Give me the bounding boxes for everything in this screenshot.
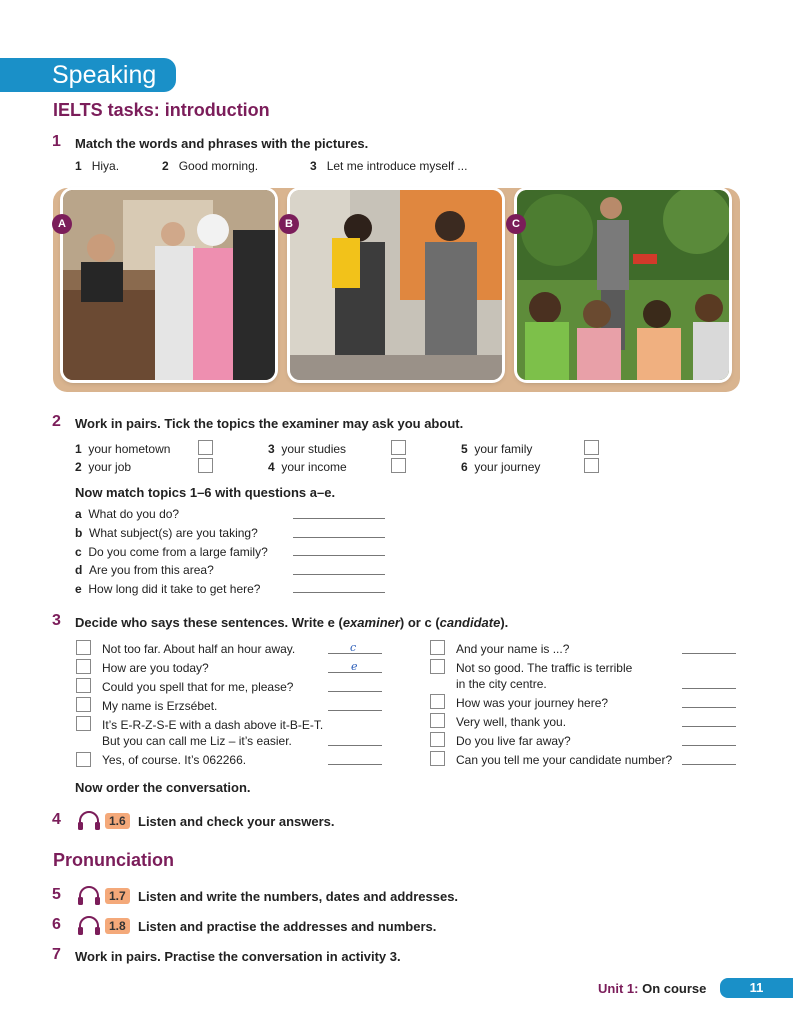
sentence-checkbox[interactable] (76, 678, 91, 693)
answer-line[interactable] (682, 707, 736, 708)
exercise-instruction: Listen and check your answers. (138, 814, 335, 829)
answer-line[interactable] (682, 745, 736, 746)
sentence-text: in the city centre. (456, 677, 547, 691)
question-item: d Are you from this area? (75, 563, 214, 577)
topic-item: 3 your studies (268, 442, 347, 456)
photo-c-outdoor-lecture (517, 190, 729, 380)
answer-line[interactable] (328, 764, 382, 765)
topic-checkbox[interactable] (391, 458, 406, 473)
exercise-number: 2 (52, 413, 61, 430)
exercise-number: 7 (52, 946, 61, 963)
sentence-checkbox[interactable] (76, 752, 91, 767)
sentence-checkbox[interactable] (430, 694, 445, 709)
exercise-number: 6 (52, 916, 61, 933)
answer-line[interactable] (293, 518, 385, 519)
section-tab-speaking: Speaking (0, 58, 176, 92)
sentence-checkbox[interactable] (430, 659, 445, 674)
sentence-checkbox[interactable] (76, 697, 91, 712)
sentence-text: How are you today? (102, 661, 209, 675)
answer-line[interactable] (293, 555, 385, 556)
photo-a-reception (63, 190, 275, 380)
headphones-icon (77, 811, 101, 836)
page-subtitle: IELTS tasks: introduction (53, 100, 270, 120)
photo-badge-c: C (506, 214, 526, 234)
answer-line[interactable] (328, 653, 382, 654)
section-title-pronunciation: Pronunciation (53, 850, 174, 870)
sentence-text: Could you spell that for me, please? (102, 680, 294, 694)
answer-line[interactable] (293, 592, 385, 593)
audio-track-label[interactable]: 1.6 (105, 813, 130, 829)
exercise-number: 3 (52, 612, 61, 629)
answer-line[interactable] (293, 537, 385, 538)
exercise-number: 4 (52, 811, 61, 828)
photo-badge-b: B (279, 214, 299, 234)
sentence-text: It’s E-R-Z-S-E with a dash above it-B-E-T. (102, 718, 324, 732)
answer-line[interactable] (293, 574, 385, 575)
exercise-instruction: Listen and practise the addresses and numbers. (138, 919, 437, 934)
answer-line[interactable] (328, 745, 382, 746)
audio-track-label[interactable]: 1.8 (105, 918, 130, 934)
topic-checkbox[interactable] (198, 458, 213, 473)
sentence-checkbox[interactable] (430, 732, 445, 747)
page-number: 11 (720, 978, 793, 998)
question-item: c Do you come from a large family? (75, 545, 268, 559)
footer-unit: Unit 1: On course (598, 981, 707, 996)
sentence-text: But you can call me Liz – it’s easier. (102, 734, 292, 748)
sentence-text: Very well, thank you. (456, 715, 567, 729)
question-item: b What subject(s) are you taking? (75, 526, 258, 540)
sentence-text: How was your journey here? (456, 696, 609, 710)
phrase-item: 2 Good morning. (162, 159, 259, 173)
exercise-instruction: Work in pairs. Tick the topics the examiner may ask you about. (75, 416, 464, 431)
answer-line[interactable] (682, 653, 736, 654)
sentence-text: And your name is ...? (456, 642, 570, 656)
phrase-item: 3 Let me introduce myself ... (310, 159, 468, 173)
sentence-text: Can you tell me your candidate number? (456, 753, 673, 767)
exercise-number: 5 (52, 886, 61, 903)
order-instruction: Now order the conversation. (75, 780, 251, 795)
sentence-text: Not so good. The traffic is terrible (456, 661, 633, 675)
sentence-text: My name is Erzsébet. (102, 699, 218, 713)
photo-b-friends-greeting (290, 190, 502, 380)
topic-item: 5 your family (461, 442, 533, 456)
sentence-text: Not too far. About half an hour away. (102, 642, 296, 656)
match-instruction: Now match topics 1–6 with questions a–e. (75, 485, 336, 500)
answer-line[interactable] (682, 764, 736, 765)
answer-line[interactable] (682, 688, 736, 689)
handwritten-answer: c (350, 641, 357, 654)
sentence-checkbox[interactable] (430, 751, 445, 766)
headphones-icon (77, 886, 101, 911)
exercise-instruction: Match the words and phrases with the pictures. (75, 136, 369, 151)
photo-badge-a: A (52, 214, 72, 234)
exercise-instruction: Decide who says these sentences. Write e (examiner) or c (candidate). (75, 615, 509, 630)
sentence-checkbox[interactable] (430, 640, 445, 655)
answer-line[interactable] (328, 672, 382, 673)
question-item: a What do you do? (75, 507, 180, 521)
exercise-number: 1 (52, 133, 61, 150)
sentence-checkbox[interactable] (76, 716, 91, 731)
headphones-icon (77, 916, 101, 941)
question-item: e How long did it take to get here? (75, 582, 261, 596)
phrase-item: 1 Hiya. (75, 159, 120, 173)
topic-checkbox[interactable] (391, 440, 406, 455)
sentence-checkbox[interactable] (76, 640, 91, 655)
exercise-instruction: Work in pairs. Practise the conversation in activity 3. (75, 949, 401, 964)
sentence-checkbox[interactable] (430, 713, 445, 728)
topic-checkbox[interactable] (584, 440, 599, 455)
answer-line[interactable] (328, 710, 382, 711)
answer-line[interactable] (328, 691, 382, 692)
answer-line[interactable] (682, 726, 736, 727)
exercise-instruction: Listen and write the numbers, dates and addresses. (138, 889, 459, 904)
sentence-text: Do you live far away? (456, 734, 571, 748)
topic-checkbox[interactable] (198, 440, 213, 455)
topic-item: 1 your hometown (75, 442, 171, 456)
topic-item: 4 your income (268, 460, 347, 474)
sentence-text: Yes, of course. It’s 062266. (102, 753, 247, 767)
handwritten-answer: e (351, 660, 358, 673)
topic-item: 6 your journey (461, 460, 541, 474)
sentence-checkbox[interactable] (76, 659, 91, 674)
topic-item: 2 your job (75, 460, 132, 474)
topic-checkbox[interactable] (584, 458, 599, 473)
audio-track-label[interactable]: 1.7 (105, 888, 130, 904)
